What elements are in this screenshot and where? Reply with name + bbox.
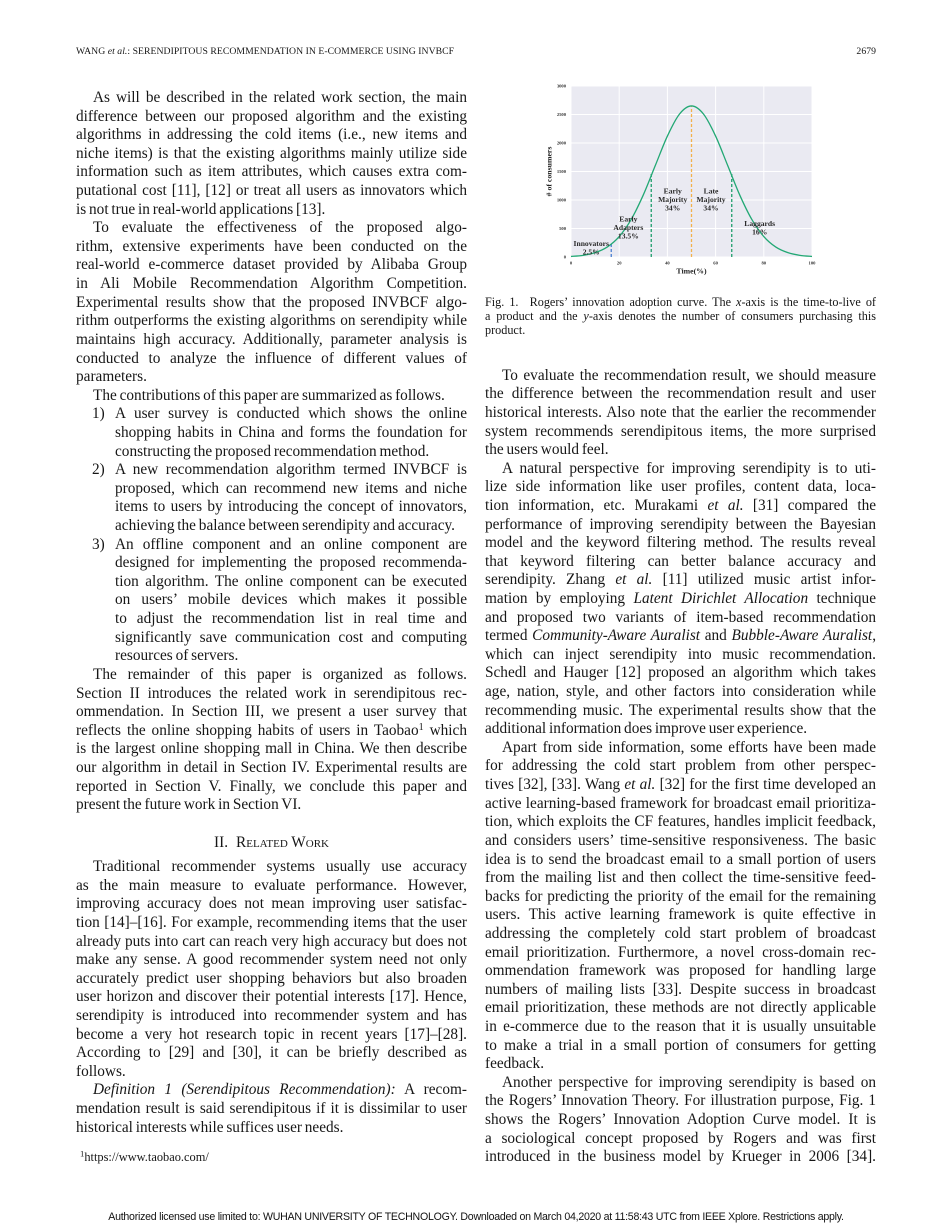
- text-line: the users would feel.: [485, 441, 609, 459]
- text-line: serendipity is introduced into recommender system and has: [76, 1006, 467, 1024]
- right-column: [485, 367, 876, 1167]
- text-line: achieving the balance between serendipity and accuracy.: [115, 517, 455, 535]
- text-line: A new recommendation algorithm termed INVBCF is: [115, 461, 467, 479]
- text-line: Experimental results show that the proposed INVBCF algo-: [76, 293, 467, 311]
- section-heading: [76, 834, 467, 853]
- y-tick-label: 0: [563, 254, 566, 260]
- text-line: designed for implementing the proposed recommenda-: [115, 554, 467, 572]
- text-line: A user survey is conducted which shows the online: [115, 405, 467, 423]
- contribution-item-3: [76, 536, 467, 666]
- segment-label-line: 34%: [665, 203, 681, 213]
- text-line: constructing the proposed recommendation method.: [115, 442, 430, 460]
- text-line: As will be described in the related work section, the main: [93, 89, 467, 106]
- text-line: Traditional recommender systems usually use accuracy: [93, 858, 467, 876]
- text-line: tives [32], [33]. Wang et al. [32] for the first time developed an: [485, 776, 876, 794]
- segment-label-line: Majority: [696, 194, 726, 204]
- paragraph-contributions-lead: [76, 387, 467, 406]
- text-line: user horizon and discover their potential interests [17]. Hence,: [76, 988, 467, 1006]
- text-line: to adjust the recommendation list in real time and: [115, 610, 467, 628]
- y-tick-label: 2000: [556, 140, 566, 146]
- figure-caption: [485, 295, 876, 338]
- text-line: historical interests while suffices user needs.: [76, 1118, 344, 1136]
- list-item-text: [115, 461, 467, 535]
- text-line: information such as item attributes, which causes extra com-: [76, 163, 467, 181]
- chart-svg: [540, 78, 830, 278]
- contribution-item-1: [76, 405, 467, 461]
- text-line: An offline component and an online component are: [115, 535, 467, 553]
- contribution-item-2: [76, 461, 467, 535]
- paragraph-organization: [76, 666, 467, 815]
- text-line: maintains high accuracy. Additionally, parameter analysis is: [76, 330, 467, 348]
- text-line: on users’ mobile devices which makes it possible: [115, 591, 467, 609]
- y-tick-label: 1500: [556, 169, 566, 175]
- paragraph-rogers-theory: [485, 1074, 876, 1167]
- text-line: as the main measure to evaluate performance. However,: [76, 876, 467, 894]
- paragraph-cold-start: [485, 739, 876, 1074]
- text-line: Apart from side information, some efforts have been made: [502, 738, 876, 756]
- section-number: II.: [214, 834, 229, 852]
- x-tick-label: 20: [616, 260, 622, 266]
- text-line: mendation result is said serendipitous if it is dissimilar to user: [76, 1099, 467, 1117]
- list-item-text: [115, 405, 467, 461]
- paragraph-evaluate-result: [485, 367, 876, 460]
- text-line: ommendation. In Section III, we present a user survey that: [76, 703, 467, 721]
- text-line: To evaluate the recommendation result, we should measure: [502, 366, 876, 384]
- text-line: and considers users’ time-sensitive responsiveness. The basic: [485, 831, 876, 849]
- text-line: users. This active learning framework is quite effective in: [485, 906, 876, 924]
- text-line: historical interests. Also note that the earlier the recommender: [485, 403, 876, 421]
- text-line: and proposed two variants of item-based recommendation: [485, 608, 876, 626]
- text-line: shows the Rogers’ Innovation Adoption Curve model. It is: [485, 1111, 876, 1129]
- text-line: serendipity. Zhang et al. [11] utilized music artist infor-: [485, 571, 877, 589]
- text-line: idea is to send the broadcast email to a small portion of users: [485, 850, 876, 868]
- text-line: introduced in the business model by Krueger in 2006 [34].: [485, 1148, 876, 1166]
- page-number: 2679: [856, 46, 876, 57]
- text-line: in Ali Mobile Recommendation Algorithm Competition.: [76, 275, 467, 293]
- text-line: Fig. 1. Rogers’ innovation adoption curve. The x-axis is the time-to-live of: [485, 294, 876, 309]
- segment-label-line: 16%: [752, 227, 768, 237]
- running-head: [76, 46, 876, 58]
- paragraph-definition: [76, 1081, 467, 1137]
- text-line: product.: [485, 323, 526, 338]
- segment-label-line: Innovators: [573, 239, 609, 249]
- text-line: the Rogers’ Innovation Theory. For illustration purpose, Fig. 1: [485, 1092, 876, 1110]
- y-tick-label: 2500: [556, 112, 566, 118]
- text-line: a product and the y-axis denotes the number of consumers purchasing this: [485, 308, 876, 323]
- text-line: resources of servers.: [115, 647, 239, 665]
- paragraph-intro-difference: [76, 89, 467, 219]
- text-line: shopping habits in China and forms the foundation for: [115, 423, 467, 441]
- text-line: feedback.: [485, 1055, 545, 1073]
- text-line: reflects the online shopping habits of users in Taobao$^1$ which: [76, 721, 467, 739]
- text-line: putational cost [11], [12] or treat all users as innovators which: [76, 182, 467, 200]
- left-column: [76, 89, 467, 1137]
- segment-label-line: Majority: [658, 194, 688, 204]
- text-line: model and the keyword filtering method. The results reveal: [485, 534, 876, 552]
- text-line: niche items) is that the existing algorithms mainly utilize side: [76, 144, 467, 162]
- list-item-text: [115, 536, 467, 666]
- x-tick-label: 0: [569, 260, 573, 266]
- text-line: is the largest online shopping mall in China. We then describe: [76, 740, 467, 758]
- paragraph-side-information: [485, 460, 876, 739]
- text-line: A natural perspective for improving serendipity is to uti-: [502, 459, 876, 477]
- license-footer: Authorized licensed use limited to: WUHAN UNIVERSITY OF TECHNOLOGY. Downloaded on March 04,2020 at 11:58:43 UTC from IEEE Xplore. Restrictions apply.: [108, 1211, 844, 1223]
- running-head-title: WANG et al.: SERENDIPITOUS RECOMMENDATION IN E-COMMERCE USING INVBCF: [76, 46, 455, 57]
- footnote: $^1$https://www.taobao.com/: [80, 1148, 209, 1164]
- text-line: to make a trial in a small portion of consumers for getting: [485, 1036, 876, 1054]
- segment-label-line: Late: [703, 186, 719, 196]
- x-tick-label: 60: [713, 260, 718, 266]
- text-line: tion information, etc. Murakami et al. [31] compared the: [485, 496, 877, 514]
- text-line: Definition 1 (Serendipitous Recommendation): A recom-: [93, 1081, 467, 1099]
- y-axis-label: # of consumers: [544, 146, 554, 197]
- text-line: which can inject serendipity into music recommendation.: [485, 645, 876, 663]
- segment-label-line: 34%: [703, 203, 719, 213]
- text-line: According to [29] and [30], it can be briefly described as: [76, 1044, 467, 1062]
- text-line: difference between our proposed algorithm and the existing: [76, 107, 467, 125]
- text-line: addressing the completely cold start problem of broadcast: [485, 924, 876, 942]
- text-line: The contributions of this paper are summarized as follows.: [93, 386, 445, 404]
- text-line: active learning-based framework for broadcast email prioritiza-: [485, 794, 876, 812]
- text-line: performance of improving serendipity between the Bayesian: [485, 515, 876, 533]
- text-line: follows.: [76, 1062, 126, 1080]
- y-tick-label: 3000: [556, 83, 566, 89]
- text-line: Section II introduces the related work in serendipitous rec-: [76, 684, 467, 702]
- text-line: accurately predict user shopping behaviors but also broaden: [76, 969, 467, 987]
- text-line: items to users by introducing the concept of innovators,: [115, 498, 467, 516]
- text-line: that keyword filtering can better balance accuracy and: [485, 552, 876, 570]
- segment-label-line: Laggards: [744, 218, 776, 228]
- text-line: mation by employing Latent Dirichlet Allocation technique: [485, 590, 876, 607]
- text-line: a sociological concept proposed by Rogers and was first: [485, 1129, 876, 1147]
- x-tick-label: 80: [761, 260, 767, 266]
- text-line: real-world e-commerce dataset provided by Alibaba Group: [76, 256, 467, 274]
- text-line: termed Community-Aware Auralist and Bubble-Aware Auralist,: [485, 627, 877, 645]
- text-line: already puts into cart can reach very high accuracy but does not: [76, 932, 467, 950]
- text-line: tion algorithm. The online component can be executed: [115, 572, 467, 590]
- text-line: in e-commerce due to the reason that it is usually unsuitable: [485, 1018, 876, 1036]
- text-line: ommendation framework was proposed for handling large: [485, 962, 876, 980]
- text-line: Another perspective for improving serendipity is based on: [502, 1073, 876, 1091]
- paragraph-evaluation: [76, 219, 467, 386]
- text-line: backs for predicting the priority of the email for the remaining: [485, 887, 876, 905]
- text-line: The remainder of this paper is organized as follows.: [93, 665, 467, 683]
- text-line: email prioritization, these methods are not directly applicable: [485, 999, 876, 1017]
- section-title: Related Work: [236, 834, 329, 852]
- text-line: additional information does improve user experience.: [485, 720, 808, 738]
- text-line: is not true in real-world applications [13].: [76, 200, 326, 218]
- segment-label-line: 13.5%: [617, 231, 639, 241]
- text-line: algorithms in addressing the cold items (i.e., new items and: [76, 126, 467, 144]
- text-line: tion [14]–[16]. For example, recommending items that the user: [76, 913, 467, 931]
- x-tick-label: 40: [665, 260, 670, 266]
- text-line: Schedl and Hauger [12] proposed an algorithm which takes: [485, 664, 876, 682]
- list-number: 1): [92, 405, 105, 423]
- text-line: rithm, extensive experiments have been conducted on the: [76, 237, 467, 255]
- list-number: 3): [92, 535, 105, 553]
- text-line: email prioritization. Furthermore, a novel cross-domain rec-: [485, 943, 876, 961]
- segment-label-line: Adapters: [613, 223, 644, 233]
- text-line: system recommends serendipitous items, the more surprised: [485, 422, 876, 440]
- text-line: To evaluate the effectiveness of the proposed algo-: [93, 219, 467, 237]
- text-line: significantly save communication cost and computing: [115, 628, 467, 646]
- text-line: improving accuracy does not mean improving user satisfac-: [76, 895, 467, 913]
- text-line: present the future work in Section VI.: [76, 796, 302, 814]
- text-line: from the mailing list and then collect the time-sensitive feed-: [485, 869, 876, 887]
- text-line: age, nation, style, and other factors into consideration while: [485, 683, 876, 701]
- list-number: 2): [92, 461, 105, 479]
- text-line: make any sense. A good recommender system need not only: [76, 951, 467, 969]
- text-line: parameters.: [76, 368, 147, 386]
- text-line: reported in Section V. Finally, we conclude this paper and: [76, 777, 467, 795]
- paragraph-related-work: [76, 858, 467, 1081]
- y-tick-label: 1000: [556, 197, 566, 203]
- text-line: for addressing the cold start problem from other perspec-: [485, 757, 876, 775]
- text-line: our algorithm in detail in Section IV. Experimental results are: [76, 758, 467, 776]
- text-line: tion, which exploits the CF features, handles implicit feedback,: [485, 813, 876, 831]
- x-axis-label: Time(%): [676, 266, 707, 276]
- text-line: the difference between the recommendation result and user: [485, 385, 876, 403]
- text-line: lize side information like user profiles, content data, loca-: [485, 478, 876, 496]
- text-line: proposed, which can recommend new items and niche: [115, 479, 467, 497]
- x-tick-label: 100: [808, 260, 816, 266]
- segment-label-line: 2.5%: [582, 247, 600, 257]
- text-line: become a very hot research topic in recent years [17]–[28].: [76, 1025, 467, 1043]
- text-line: numbers of mailing lists [33]. Despite success in broadcast: [485, 980, 876, 998]
- text-line: recommending music. The experimental results show that the: [485, 701, 876, 719]
- y-tick-label: 500: [559, 226, 566, 232]
- text-line: rithm outperforms the existing algorithms on serendipity while: [76, 312, 467, 330]
- adoption-curve-chart: [540, 78, 830, 278]
- text-line: conducted to analyze the influence of different values of: [76, 349, 467, 367]
- segment-label-line: Early: [663, 186, 682, 196]
- segment-label-line: Early: [619, 214, 638, 224]
